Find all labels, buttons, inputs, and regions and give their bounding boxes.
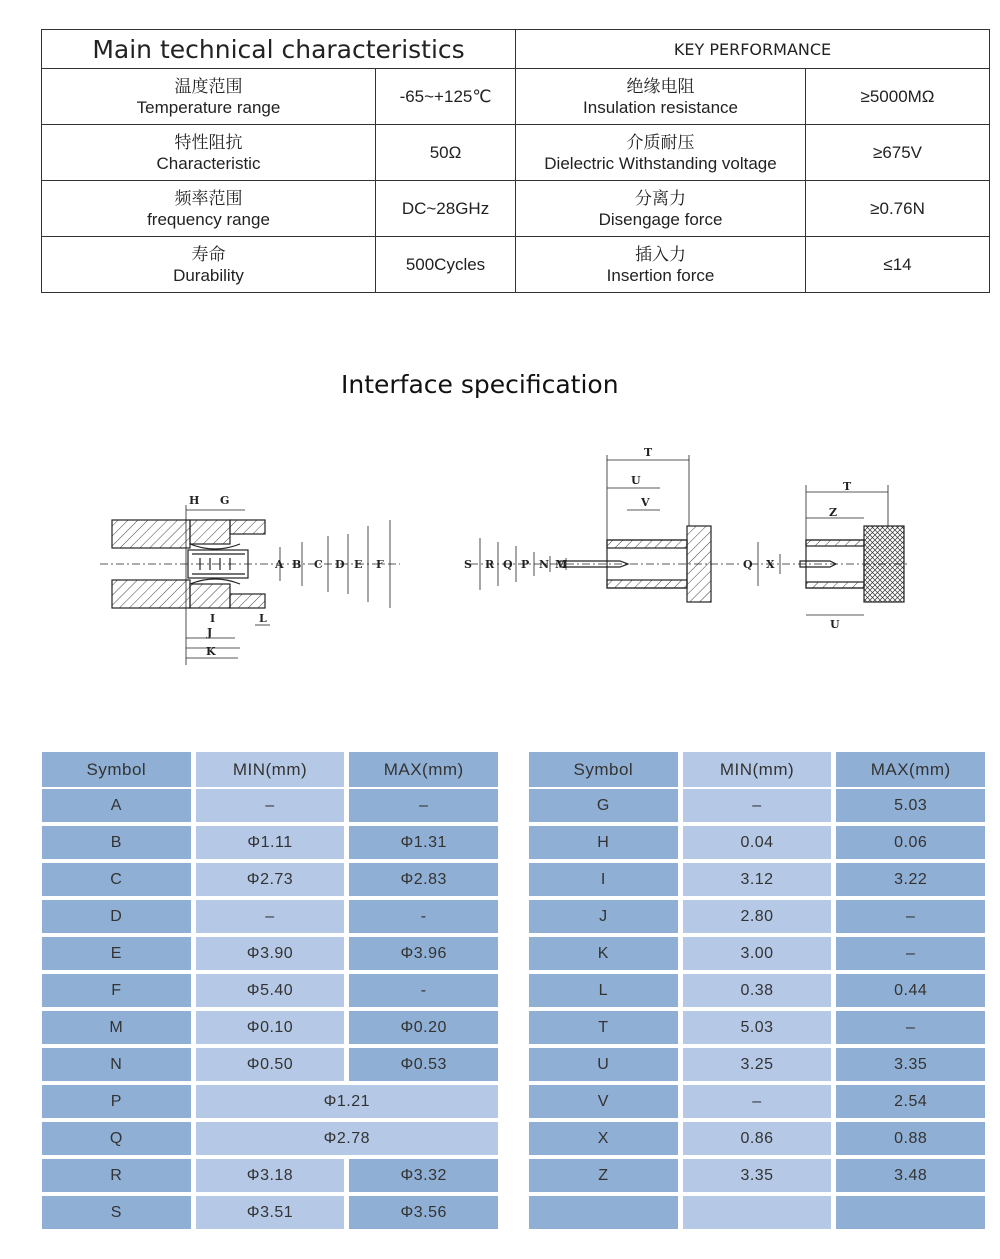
characteristic-value: -65~+125℃ — [376, 69, 516, 125]
label-en: Characteristic — [156, 153, 261, 173]
table-row — [42, 826, 498, 863]
min-cell: Φ5.40 — [196, 974, 345, 1007]
label-en: Insulation resistance — [583, 97, 738, 117]
max-cell: – — [836, 900, 985, 933]
symbol-cell: I — [529, 863, 678, 896]
dimension-table-right — [529, 752, 985, 1233]
column-header-symbol: Symbol — [42, 752, 191, 787]
dim-label-h: H — [189, 494, 200, 507]
characteristic-value: DC~28GHz — [376, 181, 516, 237]
dim-label-n: N — [539, 558, 550, 571]
min-cell: Φ0.50 — [196, 1048, 345, 1081]
min-cell: 3.25 — [683, 1048, 832, 1081]
dim-label-t: T — [644, 446, 653, 459]
table-row — [42, 1085, 498, 1122]
performance-row — [42, 69, 990, 125]
symbol-cell: A — [42, 789, 191, 822]
key-performance-header: KEY PERFORMANCE — [516, 30, 990, 69]
dim-label-v: V — [641, 496, 650, 509]
label-en: Insertion force — [606, 265, 715, 285]
symbol-cell: Z — [529, 1159, 678, 1192]
max-cell: – — [836, 1011, 985, 1044]
max-cell: 3.22 — [836, 863, 985, 896]
symbol-cell: U — [529, 1048, 678, 1081]
characteristic-label — [42, 69, 376, 125]
max-cell: Φ0.53 — [349, 1048, 498, 1081]
min-cell: Φ3.90 — [196, 937, 345, 970]
symbol-cell: S — [42, 1196, 191, 1229]
label-en: Disengage force — [598, 209, 723, 229]
label-zh: 特性阻抗 — [174, 132, 243, 152]
max-cell: Φ2.83 — [349, 863, 498, 896]
max-cell: - — [349, 900, 498, 933]
performance-header-row — [42, 30, 990, 69]
max-cell: 2.54 — [836, 1085, 985, 1118]
label-en: Durability — [173, 265, 244, 285]
table-row — [529, 1011, 985, 1048]
dim-label-e: E — [354, 558, 363, 571]
dim-label-i: I — [210, 612, 216, 625]
dim-label-c: C — [314, 558, 323, 571]
dim-label-s: S — [464, 558, 472, 571]
symbol-cell: X — [529, 1122, 678, 1155]
max-cell: Φ0.20 — [349, 1011, 498, 1044]
symbol-cell: C — [42, 863, 191, 896]
min-cell: Φ3.51 — [196, 1196, 345, 1229]
min-cell: 3.35 — [683, 1159, 832, 1192]
dim-label-q: Q — [503, 558, 513, 571]
column-header-min: MIN(mm) — [196, 752, 345, 787]
table-row — [42, 1011, 498, 1048]
value-cell: Φ1.21 — [196, 1085, 498, 1118]
dim-label-a: A — [275, 558, 284, 571]
symbol-cell — [529, 1196, 678, 1229]
table-row — [529, 900, 985, 937]
symbol-cell: T — [529, 1011, 678, 1044]
table-row — [529, 789, 985, 826]
dim-label-d: D — [335, 558, 345, 571]
table-row — [42, 974, 498, 1011]
dim-label-m: M — [555, 558, 568, 571]
dim-label-k: K — [206, 645, 216, 658]
performance-row — [42, 237, 990, 293]
column-header-symbol: Symbol — [529, 752, 678, 787]
symbol-cell: D — [42, 900, 191, 933]
performance-label — [516, 237, 806, 293]
symbol-cell: L — [529, 974, 678, 1007]
symbol-cell: J — [529, 900, 678, 933]
dim-label-f: F — [376, 558, 384, 571]
min-cell: Φ2.73 — [196, 863, 345, 896]
performance-label — [516, 125, 806, 181]
table-row — [529, 826, 985, 863]
characteristic-label — [42, 125, 376, 181]
symbol-cell: B — [42, 826, 191, 859]
performance-table — [41, 29, 990, 293]
min-cell: – — [683, 789, 832, 822]
characteristic-label — [42, 237, 376, 293]
dim-label-l: L — [259, 612, 267, 625]
table-row — [42, 789, 498, 826]
table-row — [42, 1159, 498, 1196]
min-cell: – — [196, 900, 345, 933]
dim-label-q2: Q — [743, 558, 753, 571]
table-row — [529, 1085, 985, 1122]
column-header-max: MAX(mm) — [836, 752, 985, 787]
plug-section-drawing — [750, 485, 910, 615]
label-en: Temperature range — [136, 97, 281, 117]
characteristic-value: 50Ω — [376, 125, 516, 181]
label-zh: 分离力 — [635, 188, 687, 208]
min-cell: Φ1.11 — [196, 826, 345, 859]
table-row — [42, 863, 498, 900]
dim-label-g: G — [220, 494, 230, 507]
min-cell: Φ0.10 — [196, 1011, 345, 1044]
performance-value: ≥5000MΩ — [806, 69, 990, 125]
symbol-cell: V — [529, 1085, 678, 1118]
performance-row — [42, 125, 990, 181]
table-row — [529, 937, 985, 974]
jack-interface-drawing — [100, 505, 400, 665]
dim-label-j: J — [207, 626, 213, 639]
table-row — [529, 863, 985, 900]
characteristic-label — [42, 181, 376, 237]
label-en: frequency range — [147, 209, 270, 229]
max-cell: 3.48 — [836, 1159, 985, 1192]
symbol-cell: N — [42, 1048, 191, 1081]
max-cell: Φ1.31 — [349, 826, 498, 859]
max-cell: Φ3.56 — [349, 1196, 498, 1229]
table-header-row — [529, 752, 985, 789]
max-cell: 5.03 — [836, 789, 985, 822]
table-row — [529, 1122, 985, 1159]
label-zh: 介质耐压 — [626, 132, 695, 152]
min-cell: 0.86 — [683, 1122, 832, 1155]
label-zh: 绝缘电阻 — [626, 76, 695, 96]
label-zh: 温度范围 — [174, 76, 243, 96]
symbol-cell: Q — [42, 1122, 191, 1155]
table-row — [42, 1048, 498, 1085]
min-cell: Φ3.18 — [196, 1159, 345, 1192]
max-cell — [836, 1196, 985, 1229]
performance-value: ≥675V — [806, 125, 990, 181]
performance-value: ≤14 — [806, 237, 990, 293]
max-cell: Φ3.32 — [349, 1159, 498, 1192]
max-cell: 3.35 — [836, 1048, 985, 1081]
column-header-min: MIN(mm) — [683, 752, 832, 787]
max-cell: - — [349, 974, 498, 1007]
interface-specification-title: Interface specification — [341, 370, 619, 399]
min-cell — [683, 1196, 832, 1229]
table-row — [42, 1196, 498, 1233]
label-en: Dielectric Withstanding voltage — [544, 153, 777, 173]
value-cell: Φ2.78 — [196, 1122, 498, 1155]
min-cell: – — [683, 1085, 832, 1118]
table-row — [42, 1122, 498, 1159]
min-cell: 5.03 — [683, 1011, 832, 1044]
table-row — [529, 1159, 985, 1196]
label-zh: 频率范围 — [174, 188, 243, 208]
min-cell: 3.00 — [683, 937, 832, 970]
table-row — [529, 1048, 985, 1085]
max-cell: 0.06 — [836, 826, 985, 859]
max-cell: – — [349, 789, 498, 822]
label-zh: 寿命 — [191, 244, 226, 264]
performance-label — [516, 69, 806, 125]
dim-label-u: U — [631, 474, 641, 487]
table-header-row — [42, 752, 498, 789]
column-header-max: MAX(mm) — [349, 752, 498, 787]
label-zh: 插入力 — [635, 244, 687, 264]
symbol-cell: P — [42, 1085, 191, 1118]
symbol-cell: E — [42, 937, 191, 970]
min-cell: 0.04 — [683, 826, 832, 859]
performance-label — [516, 181, 806, 237]
table-row — [529, 974, 985, 1011]
max-cell: 0.88 — [836, 1122, 985, 1155]
main-characteristics-header: Main technical characteristics — [42, 30, 516, 69]
dim-label-b: B — [292, 558, 302, 571]
symbol-cell: K — [529, 937, 678, 970]
min-cell: 2.80 — [683, 900, 832, 933]
dim-label-t2: T — [843, 480, 852, 493]
min-cell: 3.12 — [683, 863, 832, 896]
symbol-cell: R — [42, 1159, 191, 1192]
performance-row — [42, 181, 990, 237]
max-cell: 0.44 — [836, 974, 985, 1007]
dim-label-p: P — [521, 558, 530, 571]
dimension-labels — [189, 446, 852, 658]
dim-label-r: R — [485, 558, 495, 571]
dimension-table-left — [42, 752, 498, 1233]
plug-interface-drawing — [470, 455, 740, 602]
interface-drawings — [0, 430, 1000, 690]
dim-label-u2: U — [830, 618, 840, 631]
table-row — [42, 900, 498, 937]
min-cell: – — [196, 789, 345, 822]
symbol-cell: H — [529, 826, 678, 859]
performance-value: ≥0.76N — [806, 181, 990, 237]
dim-label-z: Z — [829, 506, 838, 519]
characteristic-value: 500Cycles — [376, 237, 516, 293]
dim-label-x: X — [766, 558, 775, 571]
table-row — [529, 1196, 985, 1233]
min-cell: 0.38 — [683, 974, 832, 1007]
symbol-cell: G — [529, 789, 678, 822]
table-row — [42, 937, 498, 974]
max-cell: – — [836, 937, 985, 970]
max-cell: Φ3.96 — [349, 937, 498, 970]
symbol-cell: M — [42, 1011, 191, 1044]
symbol-cell: F — [42, 974, 191, 1007]
